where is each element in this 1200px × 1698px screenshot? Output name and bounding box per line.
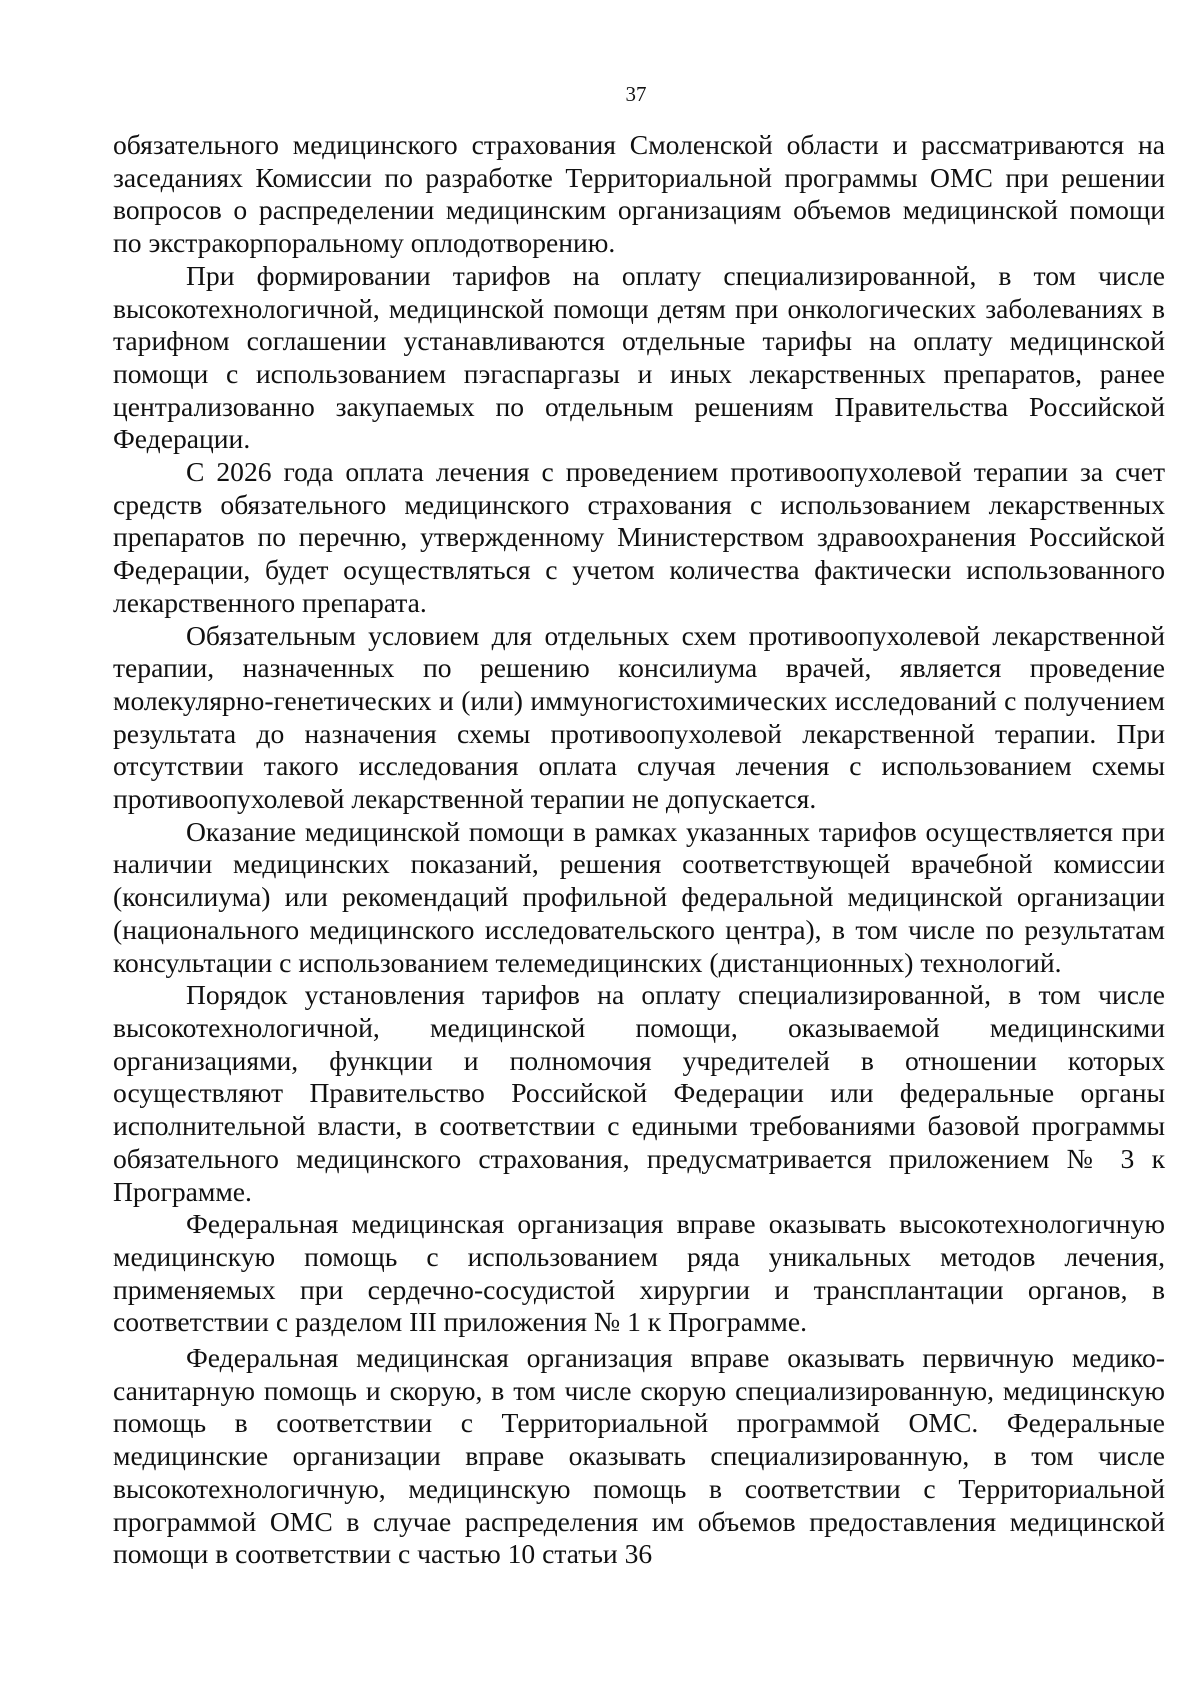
paragraph: обязательного медицинского страхования Смоленской области и рассматриваются на заседаниях Комиссии по разработке Территориальной программы ОМС при решении вопросов о распределении медицинским организациям объемов медицинской помощи по экстракорпоральному оплодотворению.	[113, 129, 1165, 259]
page-number: 37	[625, 82, 647, 106]
paragraph: Обязательным условием для отдельных схем противоопухолевой лекарственной терапии, назначенных по решению консилиума врачей, является проведение молекулярно-генетических и (или) иммуногистохимических исследований с получением результата до назначения схемы противоопухолевой лекарственной терапии. При отсутствии такого исследования оплата случая лечения с использованием схемы противоопухолевой лекарственной терапии не допускается.	[113, 619, 1165, 815]
paragraph: Порядок установления тарифов на оплату специализированной, в том числе высокотехнологичной, медицинской помощи, оказываемой медицинскими организациями, функции и полномочия учредителей в отношении которых осуществляют Правительство Российской Федерации или федеральные органы исполнительной власти, в соответствии с едиными требованиями базовой программы обязательного медицинского страхования, предусматривается приложением № 3 к Программе.	[113, 979, 1165, 1207]
paragraph: Федеральная медицинская организация вправе оказывать высокотехнологичную медицинскую помощь с использованием ряда уникальных методов лечения, применяемых при сердечно-сосудистой хирургии и трансплантации органов, в соответствии с разделом III приложения № 1 к Программе.	[113, 1208, 1165, 1338]
document-body	[113, 129, 1165, 1571]
paragraph: Федеральная медицинская организация вправе оказывать первичную медико-санитарную помощь и скорую, в том числе скорую специализированную, медицинскую помощь в соответствии с Территориальной программой ОМС. Федеральные медицинские организации вправе оказывать специализированную, в том числе высокотехнологичную, медицинскую помощь в соответствии с Территориальной программой ОМС в случае распределения им объемов предоставления медицинской помощи в соответствии с частью 10 статьи 36	[113, 1342, 1165, 1570]
paragraph: При формировании тарифов на оплату специализированной, в том числе высокотехнологичной, медицинской помощи детям при онкологических заболеваниях в тарифном соглашении устанавливаются отдельные тарифы на оплату медицинской помощи с использованием пэгаспаргазы и иных лекарственных препаратов, ранее централизованно закупаемых по отдельным решениям Правительства Российской Федерации.	[113, 259, 1165, 455]
paragraph: С 2026 года оплата лечения с проведением противоопухолевой терапии за счет средств обязательного медицинского страхования с использованием лекарственных препаратов по перечню, утвержденному Министерством здравоохранения Российской Федерации, будет осуществляться с учетом количества фактически использованного лекарственного препарата.	[113, 456, 1165, 618]
paragraph: Оказание медицинской помощи в рамках указанных тарифов осуществляется при наличии медицинских показаний, решения соответствующей врачебной комиссии (консилиума) или рекомендаций профильной федеральной медицинской организации (национального медицинского исследовательского центра), в том числе по результатам консультации с использованием телемедицинских (дистанционных) технологий.	[113, 815, 1165, 978]
